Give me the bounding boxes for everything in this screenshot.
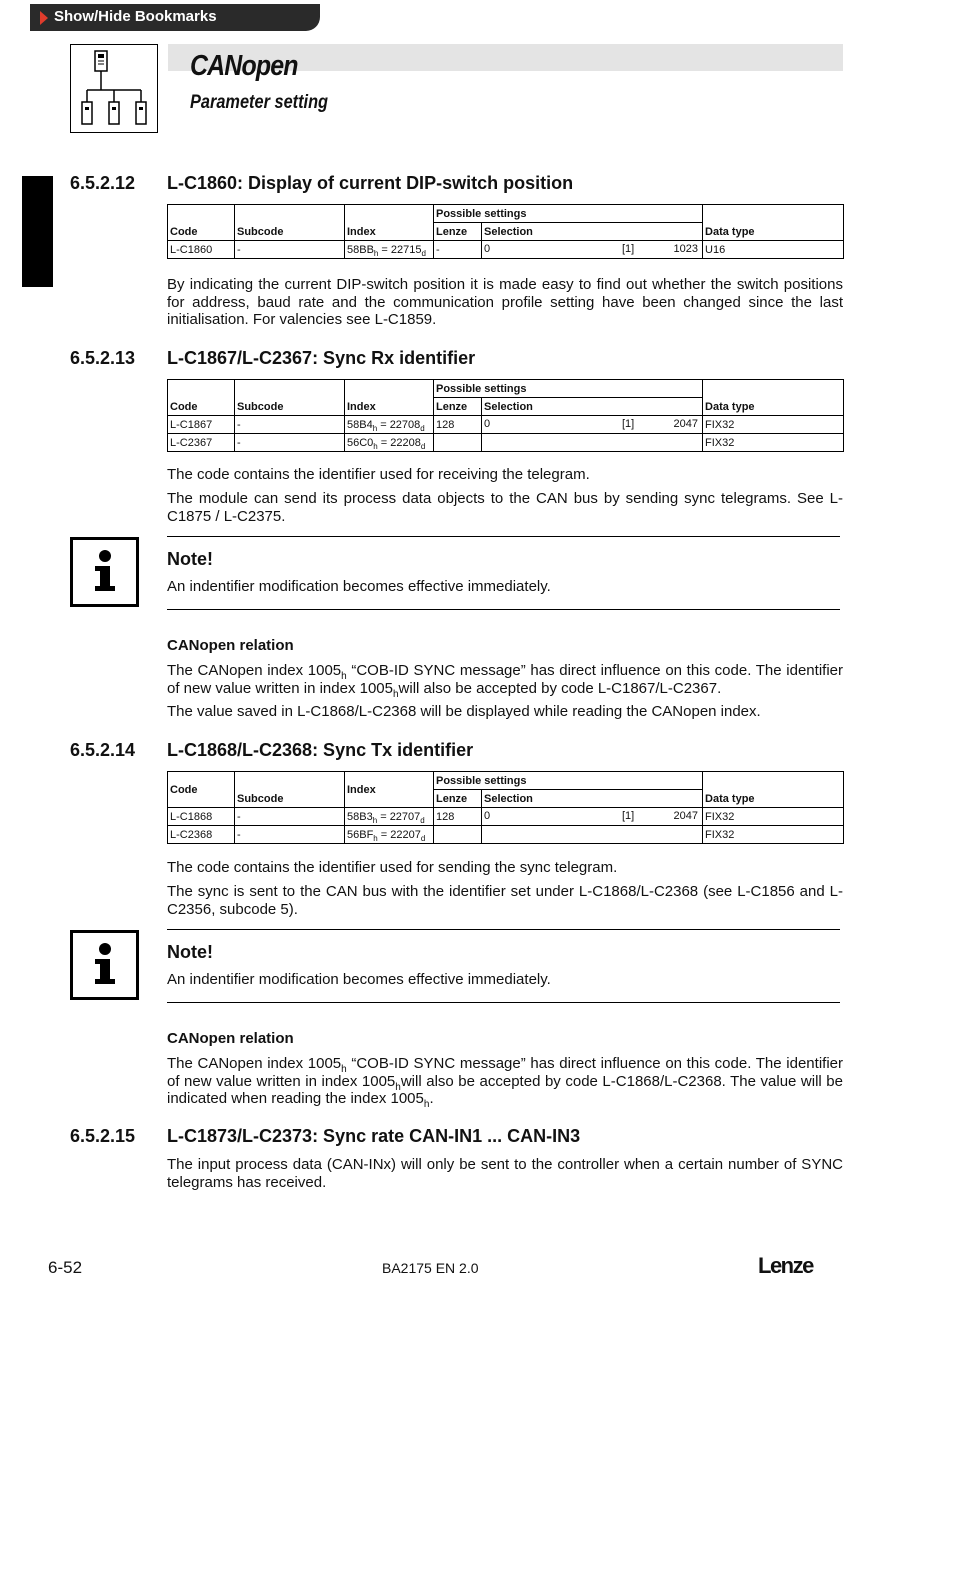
- col-code: Code: [168, 205, 235, 241]
- cell-index: $56C0_h = 22208_d$: [345, 434, 434, 452]
- note-divider: [167, 929, 840, 930]
- cell-selection: 0 [1] 2047: [482, 416, 703, 434]
- col-index: Index: [345, 205, 434, 241]
- paragraph: The value saved in L-C1868/L-C2368 will be displayed while reading the CANopen index.: [167, 703, 761, 720]
- col-selection: Selection: [482, 398, 703, 416]
- cell-selection: 0 [1] 1023: [482, 241, 703, 259]
- document-id: BA2175 EN 2.0: [382, 1260, 479, 1276]
- col-datatype: Data type: [703, 380, 844, 416]
- cell-selection: [482, 826, 703, 844]
- cell-lenze: 128: [434, 416, 482, 434]
- col-subcode: Subcode: [235, 380, 345, 416]
- page-title: CANopen: [190, 50, 298, 82]
- cell-lenze: 128: [434, 808, 482, 826]
- network-device-icon: [70, 44, 158, 133]
- cell-index: $58B4_h = 22708_d$: [345, 416, 434, 434]
- note-divider: [167, 1002, 840, 1003]
- page-subtitle: Parameter setting: [190, 92, 329, 113]
- section-number: 6.5.2.13: [70, 348, 136, 368]
- cell-code: L-C2367: [168, 434, 235, 452]
- table-row: [168, 434, 844, 452]
- bookmarks-label: Show/Hide Bookmarks: [54, 8, 217, 25]
- col-selection: Selection: [482, 790, 703, 808]
- col-index: Index: [345, 380, 434, 416]
- play-triangle-icon: [40, 11, 48, 25]
- note-text: An indentifier modification becomes effective immediately.: [167, 578, 551, 595]
- section-number: 6.5.2.15: [70, 1126, 136, 1146]
- cell-datatype: FIX32: [703, 826, 844, 844]
- cell-lenze: [434, 434, 482, 452]
- cell-subcode: -: [235, 826, 345, 844]
- section-title: L-C1868/L-C2368: Sync Tx identifier: [167, 740, 474, 760]
- cell-datatype: FIX32: [703, 416, 844, 434]
- table-row: [168, 241, 844, 259]
- note-title: Note!: [167, 549, 213, 569]
- table-row: [168, 826, 844, 844]
- col-code: Code: [168, 772, 235, 808]
- paragraph: The CANopen index $1005_h$ “COB-ID SYNC message” has direct influence on this code. The identifier of new value written in index $1005_hwill$ also be accepted by code L-C1867/L-C2367.: [167, 662, 843, 700]
- chapter-marker: [22, 176, 53, 287]
- parameter-table: [167, 379, 844, 452]
- relation-heading: CANopen relation: [167, 637, 294, 654]
- note-text: An indentifier modification becomes effective immediately.: [167, 971, 551, 988]
- note-title: Note!: [167, 942, 213, 962]
- paragraph: The code contains the identifier used for receiving the telegram.: [167, 466, 590, 483]
- col-possible-settings: Possible settings: [434, 205, 703, 223]
- col-lenze: Lenze: [434, 790, 482, 808]
- parameter-table: [167, 204, 844, 259]
- cell-code: L-C2368: [168, 826, 235, 844]
- cell-index: $58BB_h = 22715_d$: [345, 241, 434, 259]
- cell-selection: [482, 434, 703, 452]
- note-divider: [167, 609, 840, 610]
- cell-datatype: FIX32: [703, 808, 844, 826]
- cell-code: L-C1860: [168, 241, 235, 259]
- info-icon: [70, 537, 139, 607]
- col-code: Code: [168, 380, 235, 416]
- paragraph: The CANopen index $1005_h$ “COB-ID SYNC message” has direct influence on this code. The identifier of new value written in index $1005_hwill$ also be accepted by code L-C1868/L-C2368. The value will be indicated when reading the index $1005_h$.: [167, 1055, 843, 1110]
- table-row: [168, 416, 844, 434]
- cell-subcode: -: [235, 416, 345, 434]
- cell-lenze: -: [434, 241, 482, 259]
- paragraph: The input process data (CAN-INx) will only be sent to the controller when a certain number of SYNC telegrams has received.: [167, 1156, 843, 1191]
- cell-datatype: FIX32: [703, 434, 844, 452]
- cell-datatype: U16: [703, 241, 844, 259]
- section-title: L-C1867/L-C2367: Sync Rx identifier: [167, 348, 476, 368]
- section-number: 6.5.2.12: [70, 173, 136, 193]
- col-subcode: Subcode: [235, 772, 345, 808]
- col-lenze: Lenze: [434, 398, 482, 416]
- col-datatype: Data type: [703, 205, 844, 241]
- paragraph: The code contains the identifier used for sending the sync telegram.: [167, 859, 618, 876]
- col-selection: Selection: [482, 223, 703, 241]
- lenze-logo: Lenze: [758, 1253, 813, 1278]
- page-number: 6-52: [48, 1258, 83, 1277]
- col-lenze: Lenze: [434, 223, 482, 241]
- cell-lenze: [434, 826, 482, 844]
- table-row: [168, 808, 844, 826]
- section-number: 6.5.2.14: [70, 740, 136, 760]
- parameter-table: [167, 771, 844, 844]
- section-title: L-C1860: Display of current DIP-switch position: [167, 173, 574, 193]
- paragraph: The sync is sent to the CAN bus with the identifier set under L-C1868/L-C2368 (see L-C1856 and L-C2356, subcode 5).: [167, 883, 843, 918]
- relation-heading: CANopen relation: [167, 1030, 294, 1047]
- paragraph: By indicating the current DIP-switch position it is made easy to find out whether the switch positions for address, baud rate and the communication profile setting have been changed since the last initialisation. For valencies see L-C1859.: [167, 276, 843, 328]
- cell-index: $56BF_h = 22207_d$: [345, 826, 434, 844]
- section-title: L-C1873/L-C2373: Sync rate CAN-IN1 ... CAN-IN3: [167, 1126, 581, 1146]
- cell-selection: 0 [1] 2047: [482, 808, 703, 826]
- cell-code: L-C1868: [168, 808, 235, 826]
- cell-subcode: -: [235, 434, 345, 452]
- cell-index: $58B3_h = 22707_d$: [345, 808, 434, 826]
- info-icon: [70, 930, 139, 1000]
- col-index: Index: [345, 772, 434, 808]
- show-hide-bookmarks-button[interactable]: [30, 4, 320, 31]
- cell-subcode: -: [235, 808, 345, 826]
- cell-subcode: -: [235, 241, 345, 259]
- col-subcode: Subcode: [235, 205, 345, 241]
- note-divider: [167, 536, 840, 537]
- col-possible-settings: Possible settings: [434, 772, 703, 790]
- col-datatype: Data type: [703, 772, 844, 808]
- paragraph: The module can send its process data objects to the CAN bus by sending sync telegrams. See L-C1875 / L-C2375.: [167, 490, 843, 525]
- cell-code: L-C1867: [168, 416, 235, 434]
- col-possible-settings: Possible settings: [434, 380, 703, 398]
